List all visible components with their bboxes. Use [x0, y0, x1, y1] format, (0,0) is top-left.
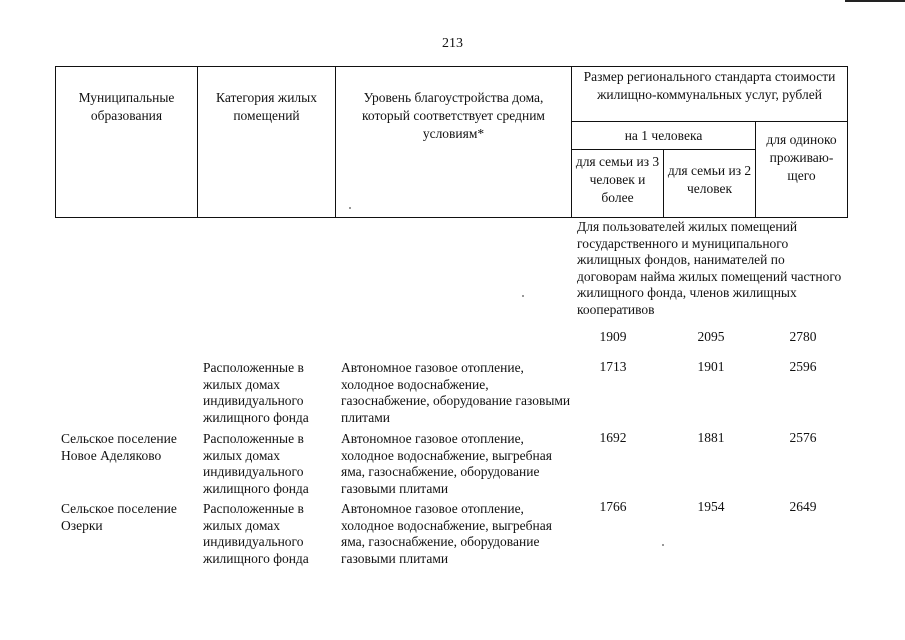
header-family-3: для семьи из 3 человек и более: [572, 150, 664, 218]
header-level: Уровень благоустройства дома, который соответствует средним условиям*: [336, 67, 572, 218]
row2-family3: 1692: [599, 430, 627, 445]
table-header: [55, 66, 848, 218]
row2-single: 2576: [789, 430, 817, 445]
header-family-2: для семьи из 2 человек: [664, 150, 756, 218]
row3-family2: 1954: [697, 499, 725, 514]
header-per-person: на 1 человека: [572, 122, 756, 150]
row2-family2: 1881: [697, 430, 725, 445]
row1-family3: 1713: [599, 359, 627, 374]
row0-family3: 1909: [599, 329, 627, 344]
row0-single: 2780: [789, 329, 817, 344]
scan-edge-mark: [845, 0, 905, 2]
row1-family2: 1901: [697, 359, 725, 374]
row1-category: Расположенные в жилых домах индивидуального жилищного фонда: [203, 360, 309, 425]
header-category: Категория жилых помещений: [198, 67, 336, 218]
header-municipality: Муниципальные образования: [56, 67, 198, 218]
row1-level: Автономное газовое отопление, холодное водоснабжение, газоснабжение, оборудование газовыми плитами: [341, 360, 571, 425]
header-single: для одиноко проживаю-щего: [756, 122, 848, 218]
row3-family3: 1766: [599, 499, 627, 514]
row3-category: Расположенные в жилых домах индивидуального жилищного фонда: [203, 501, 309, 566]
row3-single: 2649: [789, 499, 817, 514]
row2-category: Расположенные в жилых домах индивидуального жилищного фонда: [203, 431, 309, 496]
row1-single: 2596: [789, 359, 817, 374]
scan-speck: [349, 207, 351, 209]
row3-level: Автономное газовое отопление, холодное водоснабжение, выгребная яма, газоснабжение, оборудование газовыми плитами: [341, 501, 552, 566]
row3-municipality: Сельское поселение Озерки: [61, 501, 177, 533]
row2-level: Автономное газовое отопление, холодное водоснабжение, выгребная яма, газоснабжение, оборудование газовыми плитами: [341, 431, 552, 496]
page-number: 213: [442, 36, 463, 51]
row2-municipality: Сельское поселение Новое Аделяково: [61, 431, 177, 463]
row0-family2: 2095: [697, 329, 725, 344]
header-standard: Размер регионального стандарта стоимости жилищно-коммунальных услуг, рублей: [572, 67, 848, 122]
scan-speck: [662, 544, 664, 546]
scan-speck: [522, 295, 524, 297]
residents-note: Для пользователей жилых помещений государственного и муниципального жилищных фондов, нанимателей по договорам найма жилых помещений частного жилищного фонда, членов жилищных кооперативов: [577, 219, 842, 317]
